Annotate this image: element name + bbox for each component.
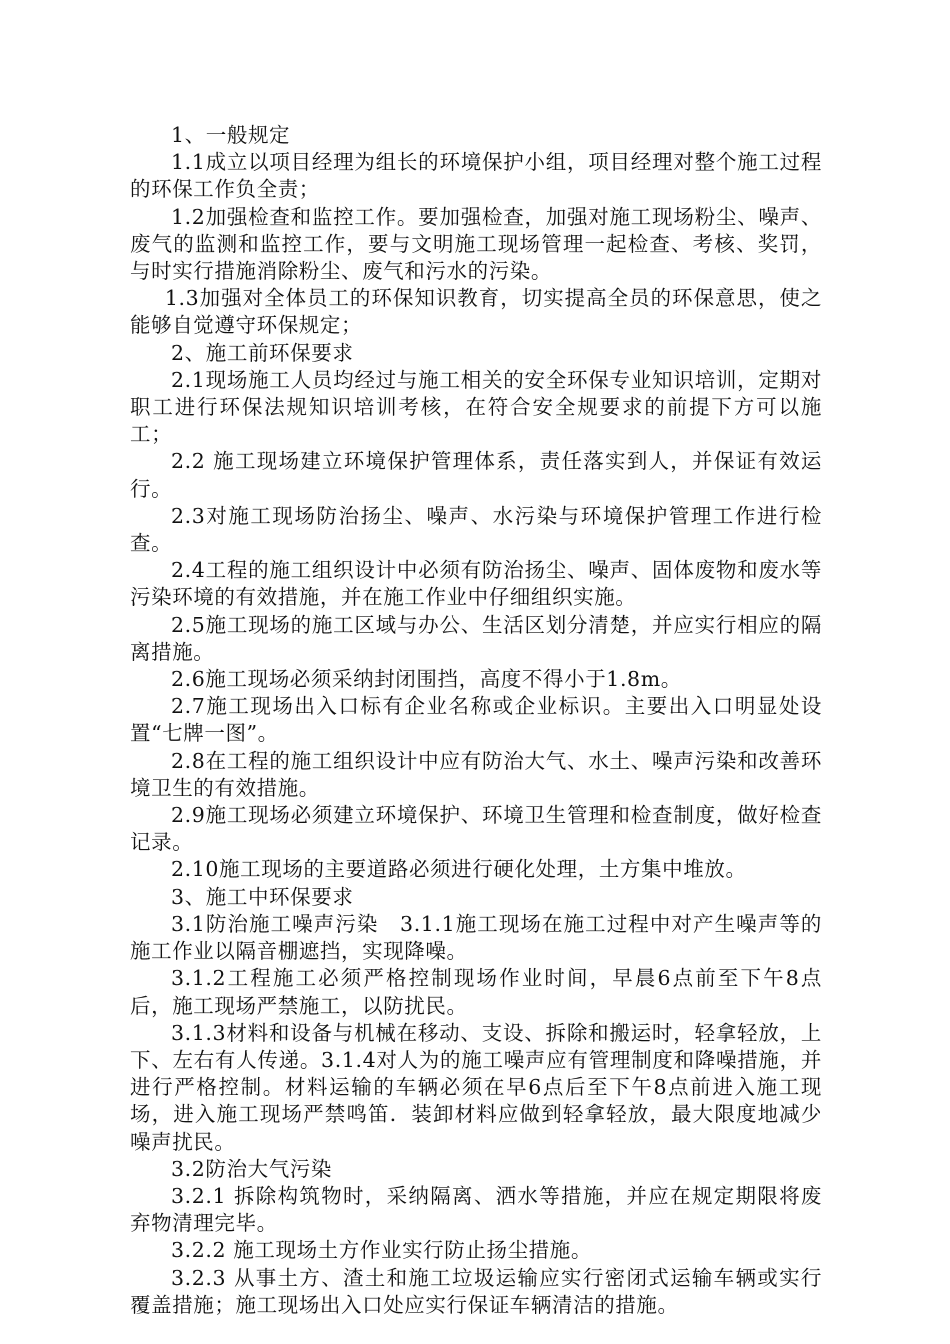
section-heading-2: 2、施工前环保要求 xyxy=(171,340,354,365)
paragraph-2-5: 2.5施工现场的施工区域与办公、生活区划分清楚，并应实行相应的隔离措施。 xyxy=(130,612,822,664)
paragraph-2-6: 2.6施工现场必须采纳封闭围挡，高度不得小于1.8m。 xyxy=(171,667,682,692)
paragraph-1-2: 1.2加强检查和监控工作。要加强检查，加强对施工现场粉尘、噪声、废气的监测和监控工作，要与文明施工现场管理一起检查、考核、奖罚，与时实行措施消除粉尘、废气和污水的污染。 xyxy=(130,204,822,284)
paragraph-1-3: 1.3加强对全体员工的环保知识教育，切实提高全员的环保意思，使之能够自觉遵守环保规定； xyxy=(130,286,822,338)
paragraph-2-8: 2.8在工程的施工组织设计中应有防治大气、水土、噪声污染和改善环境卫生的有效措施。 xyxy=(130,748,822,800)
paragraph-3-2-3: 3.2.3 从事土方、渣土和施工垃圾运输应实行密闭式运输车辆或实行覆盖措施；施工现场出入口处应实行保证车辆清洁的措施。 xyxy=(130,1265,822,1317)
paragraph-2-1: 2.1现场施工人员均经过与施工相关的安全环保专业知识培训，定期对职工进行环保法规知识培训考核，在符合安全规要求的前提下方可以施工； xyxy=(130,367,822,447)
paragraph-2-4: 2.4工程的施工组织设计中必须有防治扬尘、噪声、固体废物和废水等污染环境的有效措施，并在施工作业中仔细组织实施。 xyxy=(130,558,822,610)
paragraph-2-3: 2.3对施工现场防治扬尘、噪声、水污染与环境保护管理工作进行检查。 xyxy=(130,503,822,556)
paragraph-3-1-2: 3.1.2工程施工必须严格控制现场作业时间，早晨6点前至下午8点后，施工现场严禁施工，以防扰民。 xyxy=(130,966,822,1018)
paragraph-2-2: 2.2 施工现场建立环境保护管理体系，责任落实到人，并保证有效运行。 xyxy=(130,449,822,501)
paragraph-3-2: 3.2防治大气污染 xyxy=(171,1156,333,1181)
paragraph-2-10: 2.10施工现场的主要道路必须进行硬化处理，土方集中堆放。 xyxy=(171,857,747,882)
section-heading-3: 3、施工中环保要求 xyxy=(171,884,354,909)
paragraph-1-1: 1.1成立以项目经理为组长的环境保护小组，项目经理对整个施工过程的环保工作负全责； xyxy=(130,150,822,202)
paragraph-3-1-3: 3.1.3材料和设备与机械在移动、支设、拆除和搬运时，轻拿轻放，上下、左右有人传递。3.1.4对人为的施工噪声应有管理制度和降噪措施，并进行严格控制。材料运输的车辆必须在早6点后至下午8点前进入施工现场，进入施工现场严禁鸣笛．装卸材料应做到轻拿轻放，最大限度地减少噪声扰民。 xyxy=(130,1020,822,1154)
paragraph-3-2-1: 3.2.1 拆除构筑物时，采纳隔离、洒水等措施，并应在规定期限将废弃物清理完毕。 xyxy=(130,1183,822,1236)
paragraph-3-2-2: 3.2.2 施工现场土方作业实行防止扬尘措施。 xyxy=(171,1238,592,1263)
paragraph-2-7: 2.7施工现场出入口标有企业名称或企业标识。主要出入口明显处设置“七牌一图”。 xyxy=(130,694,822,746)
document-body xyxy=(130,122,822,1319)
paragraph-2-9: 2.9施工现场必须建立环境保护、环境卫生管理和检查制度，做好检查记录。 xyxy=(130,803,822,855)
paragraph-3-1: 3.1防治施工噪声污染 3.1.1施工现场在施工过程中对产生噪声等的施工作业以隔音棚遮挡，实现降噪。 xyxy=(130,911,822,964)
section-heading-1: 1、一般规定 xyxy=(171,123,291,147)
